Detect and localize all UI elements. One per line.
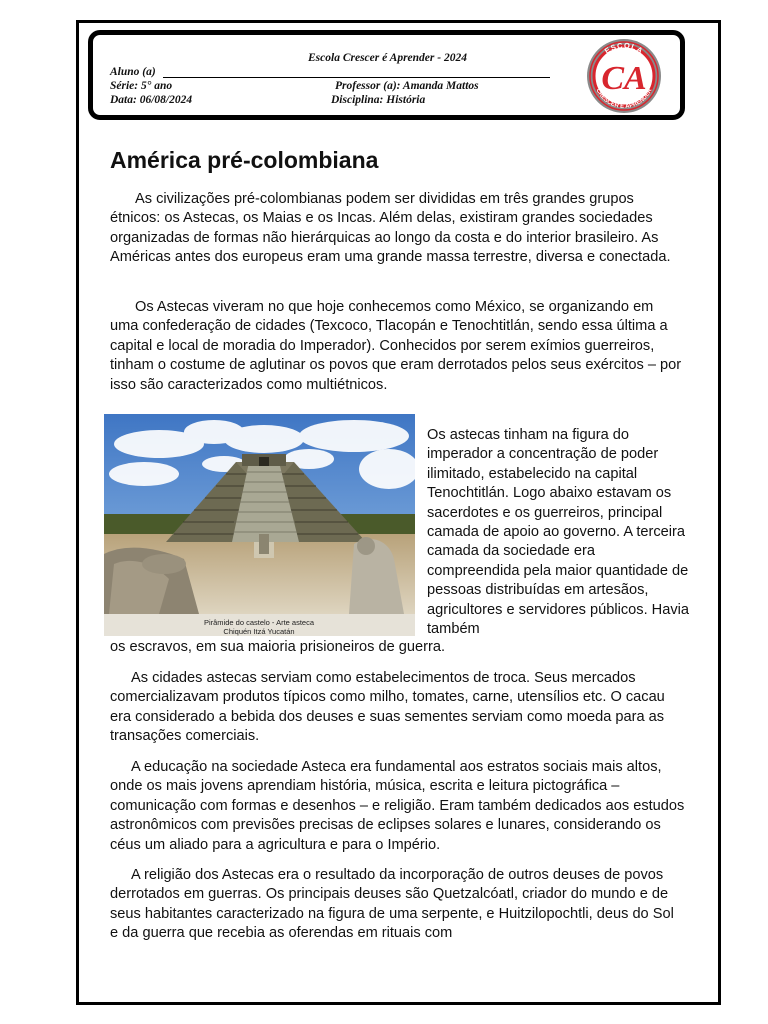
- teacher-label: Professor (a): Amanda Mattos: [335, 80, 479, 92]
- school-name: Escola Crescer é Aprender - 2024: [308, 52, 467, 64]
- logo-bottom-text: CRESCER É APRENDER: [594, 87, 654, 111]
- student-label: Aluno (a): [110, 66, 156, 78]
- logo-top-text: ESCOLA: [602, 40, 646, 56]
- paragraph-cities: As cidades astecas serviam como estabelecimentos de troca. Seus mercados comercializavam produtos típicos como milho, tomates, carne, utensílios etc. O cacau era considerado a bebida dos deuses e suas sementes serviam como moeda para as transações comerciais.: [110, 670, 665, 745]
- paragraph-hierarchy-end: os escravos, em sua maioria prisioneiros de guerra.: [110, 639, 445, 655]
- subject-label: Disciplina: História: [331, 94, 426, 106]
- paragraph-intro: As civilizações pré-colombianas podem ser divididas em três grandes grupos étnicos: os Astecas, os Maias e os Incas. Além delas, existiram grandes sociedades organizadas de formas não hierárquicas ao longo da costa e do interior brasileiro. As Américas antes dos europeus eram uma grande massa terrestre, diversa e conectada.: [110, 191, 671, 266]
- page-title: América pré-colombiana: [110, 147, 379, 173]
- student-name-line: [163, 77, 550, 78]
- pyramid-photo: [104, 414, 415, 636]
- paragraph-religion: A religião dos Astecas era o resultado da incorporação de outros deuses de povos derrotados em guerras. Os principais deuses são Quetzalcóatl, criador do mundo e de seus habitantes caracterizado na figura de uma serpente, e Huitzilopochtli, deus do Sol e da guerra que recebia as oferendas em rituais com: [110, 867, 674, 942]
- photo-caption-line2: Chiquén Itzá Yucatán: [223, 627, 295, 636]
- paragraph-education: A educação na sociedade Asteca era fundamental aos estratos sociais mais altos, onde os mais jovens aprendiam história, música, escrita e leitura pictográfica – comunicação com formas e desenhos – e religião. Eram também dedicados aos estudos astronômicos com previsões precisas de eclipses solares e lunares, considerando os céus um aliado para a agricultura e para o Império.: [110, 759, 685, 853]
- logo-initials: CA: [601, 60, 647, 97]
- date-label: Data: 06/08/2024: [110, 94, 193, 106]
- pyramid-illustration: [104, 414, 415, 636]
- photo-caption-line1: Pirâmide do castelo - Arte asteca: [203, 618, 315, 627]
- school-logo: [583, 37, 665, 115]
- paragraph-astecas: Os Astecas viveram no que hoje conhecemos como México, se organizando em uma confederação de cidades (Texcoco, Tlacopán e Tenochtitlán, sendo essa última a capital e local de moradia do Imperador). Conhecidos por serem exímios guerreiros, tinham o costume de aglutinar os povos que eram derrotados pelos seus exércitos – por isso são caracterizados como multiétnicos.: [110, 299, 682, 393]
- paragraph-hierarchy: Os astecas tinham na figura do imperador a concentração de poder ilimitado, estabelecido na capital Tenochtitlán. Logo abaixo estavam os sacerdotes e os guerreiros, principal camada de apoio ao governo. A terceira camada da sociedade era compreendida pela maior quantidade de pessoas distribuídas em artesãos, agricultores e servidores públicos. Havia também: [427, 427, 689, 638]
- grade-label: Série: 5° ano: [110, 80, 173, 92]
